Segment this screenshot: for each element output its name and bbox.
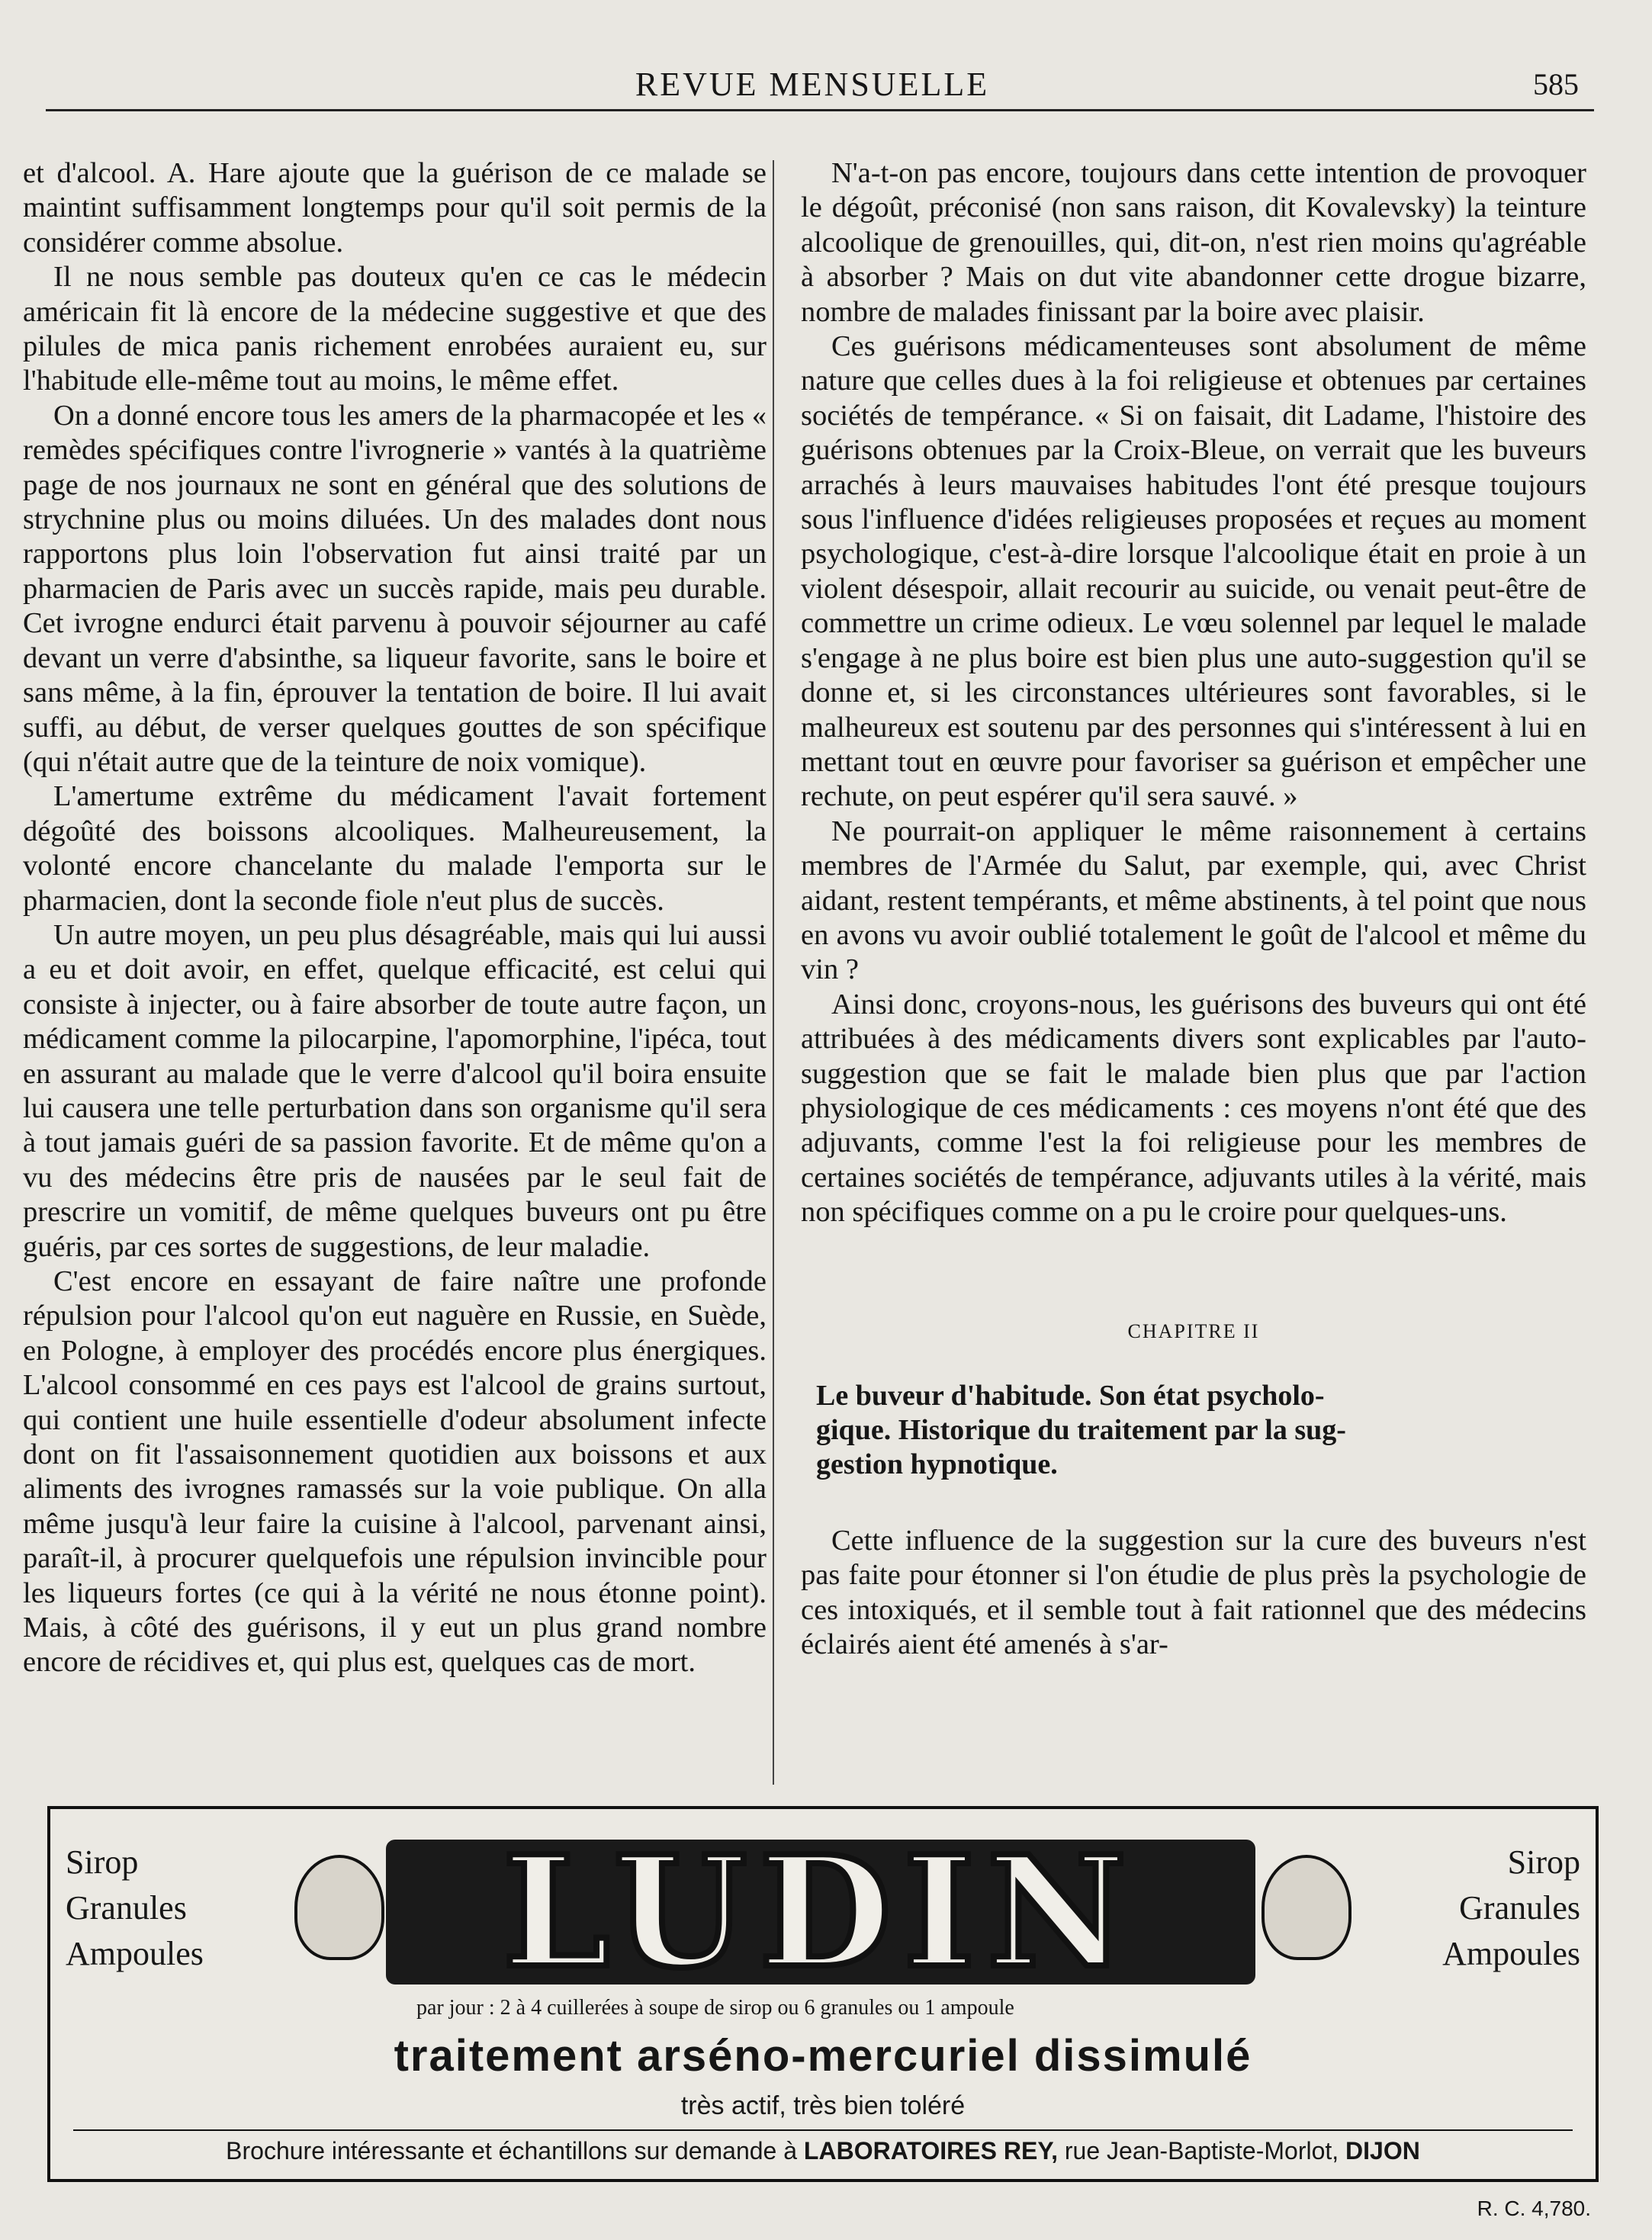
ad-item: Sirop: [1507, 1843, 1580, 1881]
paragraph: C'est encore en essayant de faire naître une profonde répulsion pour l'alcool qu'on eut naguère en Russie, en Suède, en Pologne, à employer des procédés encore plus énergiques. L'alcool consommé en ces pays est l'alcool de grains surtout, qui contient une huile essentielle d'odeur absolument infecte dont on fit l'assaisonnement quotidien aux boissons et aux aliments des ivrognes ramassés sur la voie publique. On alla même jusqu'à leur faire la cuisine à l'alcool, parvenant ainsi, paraît-il, à procurer quelquefois une répulsion invincible pour les liqueurs fortes (ce qui à la vérité ne nous étonne point). Mais, à côté des guérisons, il y eut un plus grand nombre encore de récidives et, qui plus est, quelques cas de mort.: [23, 1265, 767, 1679]
paragraph: L'amertume extrême du médicament l'avait fortement dégoûté des boissons alcooliques. Malheureusement, la volonté encore chancelante du malade l'emporta sur le pharmacien, dont la seconde fiole n'eut plus de succès.: [23, 780, 767, 917]
page-number: 585: [1533, 67, 1579, 101]
ad-footer-prefix: Brochure intéressante et échantillons sur demande à: [226, 2137, 798, 2164]
chapter-title: [801, 1379, 1586, 1482]
chapter-title-line: gestion hypnotique.: [816, 1448, 1058, 1480]
ad-item: Sirop: [66, 1843, 139, 1881]
chapter-title-line: Le buveur d'habitude. Son état psycholo-: [816, 1380, 1325, 1412]
paragraph: Ne pourrait-on appliquer le même raisonnement à certains membres de l'Armée du Salut, par exemple, qui, avec Christ aidant, restent tempérants, et même abstinents, à tel point que nous en avons vu avoir oublié totalement le goût de l'alcool et même du vin ?: [801, 815, 1586, 986]
header-rule: [46, 109, 1594, 111]
right-column: [801, 156, 1586, 1663]
ad-item: Ampoules: [1442, 1935, 1580, 1972]
ad-tagline: très actif, très bien toléré: [680, 2091, 966, 2120]
chapter-title-line: gique. Historique du traitement par la sug-: [816, 1414, 1346, 1446]
ad-footer: [73, 2129, 1573, 2165]
paragraph: On a donné encore tous les amers de la pharmacopée et les « remèdes spécifiques contre l'ivrognerie » vantés à la quatrième page de nos journaux ne sont en général que des solutions de strychnine plus ou moins diluées. Un des malades dont nous rapportons plus loin l'observation fut ainsi traité par un pharmacien de Paris avec un succès rapide, mais peu durable. Cet ivrogne endurci était parvenu à pouvoir séjourner au café devant un verre d'absinthe, sa liqueur favorite, sans le boire et sans même, à la fin, éprouver la tentation de boire. Il lui avait suffi, au début, de verser quelques gouttes de son spécifique (qui n'était autre que de la teinture de noix vomique).: [23, 399, 767, 778]
paragraph: Ainsi donc, croyons-nous, les guérisons des buveurs qui ont été attribuées à des médicaments divers sont explicables par l'auto-suggestion que se fait le malade bien plus que par l'action physiologique de ces médicaments : ces moyens n'ont été que des adjuvants, comme l'est la foi religieuse pour les membres de certaines sociétés de tempérance, adjuvants utiles à la vérité, mais non spécifiques comme on a pu le croire pour quelques-uns.: [801, 988, 1586, 1229]
ad-left-list: [66, 1840, 204, 1977]
chapter-label: CHAPITRE II: [1127, 1319, 1260, 1342]
ad-footer-street: rue Jean-Baptiste-Morlot,: [1064, 2137, 1339, 2164]
paragraph: N'a-t-on pas encore, toujours dans cette intention de provoquer le dégoût, préconisé (non sans raison, dit Kovalevsky) la teinture alcoolique de grenouilles, qui, dit-on, n'est rien moins qu'agréable à absorber ? Mais on dut vite abandonner cette drogue bizarre, nombre de malades finissant par la boire avec plaisir.: [801, 157, 1586, 328]
paragraph: et d'alcool. A. Hare ajoute que la guérison de ce malade se maintint suffisamment longtemps pour qu'il soit permis de la considérer comme absolue.: [23, 157, 767, 259]
column-divider: [773, 160, 774, 1785]
paragraph: Ces guérisons médicamenteuses sont absolument de même nature que celles dues à la foi religieuse et obtenues par certaines sociétés de tempérance. « Si on faisait, dit Ladame, l'histoire des guérisons obtenues par la Croix-Bleue, on verrait que les buveurs arrachés à leurs mauvaises habitudes l'ont été presque toujours sous l'influence d'idées religieuses proposées et reçues au moment psychologique, c'est-à-dire lorsque l'alcoolique était en proie à un violent désespoir, allait recourir au suicide, ou venait peut-être de commettre un crime odieux. Le vœu solennel par lequel le malade s'engage à ne plus boire est bien plus une auto-suggestion qu'il se donne et, si les circonstances ultérieures sont favorables, si le malheureux est soutenu par des personnes qui s'intéressent à lui en mettant tout en œuvre pour favoriser sa guérison et empêcher une rechute, on peut espérer qu'il sera sauvé. »: [801, 330, 1586, 813]
ad-item: Granules: [1459, 1889, 1580, 1927]
ad-treatment: traitement arséno-mercuriel dissimulé: [394, 2031, 1252, 2081]
ad-brand: LUDIN: [386, 1840, 1255, 1985]
ad-footer-city: DIJON: [1345, 2137, 1420, 2164]
left-column: [23, 156, 767, 1680]
running-header: [31, 65, 1594, 118]
paragraph: Cette influence de la suggestion sur la cure des buveurs n'est pas faite pour étonner si l'on étudie de plus près la psychologie de ces intoxiqués, et il semble tout à fait rationnel que des médecins éclairés aient été amenés à s'ar-: [801, 1525, 1586, 1661]
ad-dosage: par jour : 2 à 4 cuillerées à soupe de sirop ou 6 granules ou 1 ampoule: [416, 1996, 1014, 2020]
registration-number: R. C. 4,780.: [1477, 2197, 1591, 2220]
journal-title: REVUE MENSUELLE: [635, 66, 990, 103]
advertisement: [47, 1806, 1599, 2182]
mercury-head-icon: [294, 1855, 384, 1960]
ad-footer-lab: LABORATOIRES REY,: [803, 2137, 1058, 2164]
paragraph: Un autre moyen, un peu plus désagréable, mais qui lui aussi a eu et doit avoir, en effet, quelque efficacité, est celui qui consiste à injecter, ou à faire absorber de toute autre façon, un médicament comme la pilocarpine, l'apomorphine, l'ipéca, tout en assurant au malade que le verre d'alcool qu'il boira ensuite lui causera une telle perturbation dans son organisme qu'il sera à tout jamais guéri de sa passion favorite. Et de même qu'on a vu des médecins être pris de nausées par le seul fait de prescrire un vomitif, de même quelques buveurs ont pu être guéris, par ces sortes de suggestions, de leur maladie.: [23, 918, 767, 1263]
paragraph: Il ne nous semble pas douteux qu'en ce cas le médecin américain fit là encore de la médecine suggestive et que des pilules de mica panis richement enrobées auraient eu, sur l'habitude elle-même tout au moins, le même effet.: [23, 261, 767, 397]
mercury-head-icon: [1261, 1855, 1351, 1960]
ad-item: Ampoules: [66, 1935, 204, 1972]
ad-right-list: [1442, 1840, 1580, 1977]
ad-item: Granules: [66, 1889, 187, 1927]
